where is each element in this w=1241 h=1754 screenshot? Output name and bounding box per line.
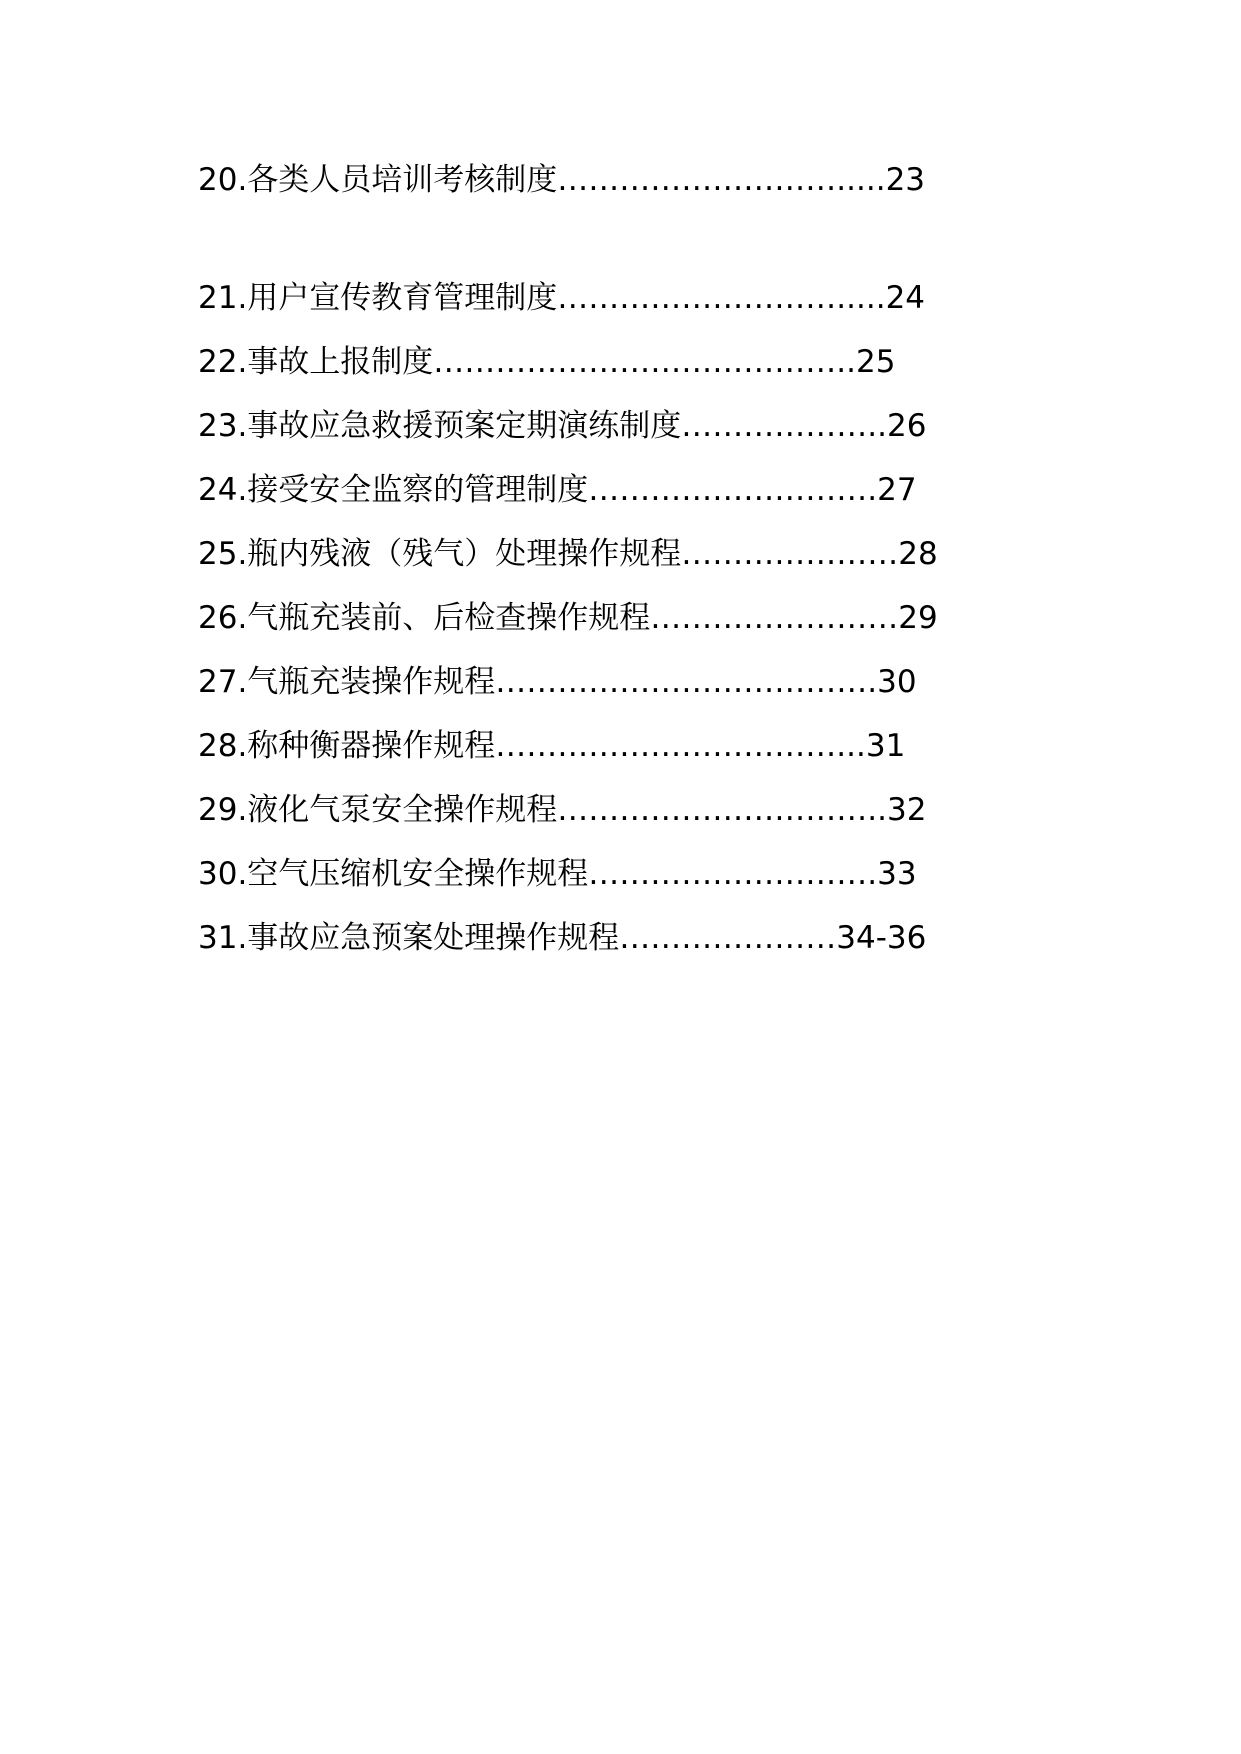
toc-entry: 31.事故应急预案处理操作规程…………………34-36 [198,920,927,956]
toc-entry: 22.事故上报制度…………………………………..25 [198,344,896,380]
toc-entry: 23.事故应急救援预案定期演练制度………………..26 [198,408,927,444]
toc-entry: 21.用户宣传教育管理制度……………………….....24 [198,280,926,316]
toc-entry: 27.气瓶充装操作规程……………………………….30 [198,664,917,700]
toc-entry: 20.各类人员培训考核制度……………………….....23 [198,162,926,198]
toc-entry: 24.接受安全监察的管理制度……………………….27 [198,472,917,508]
toc-entry: 26.气瓶充装前、后检查操作规程……………………29 [198,600,938,636]
toc-entry: 30.空气压缩机安全操作规程……………………….33 [198,856,917,892]
toc-entry: 25.瓶内残液（残气）处理操作规程…………………28 [198,536,938,572]
toc-entry: 29.液化气泵安全操作规程…………………………..32 [198,792,927,828]
toc-entry: 28.称种衡器操作规程……………………………...31 [198,728,906,764]
